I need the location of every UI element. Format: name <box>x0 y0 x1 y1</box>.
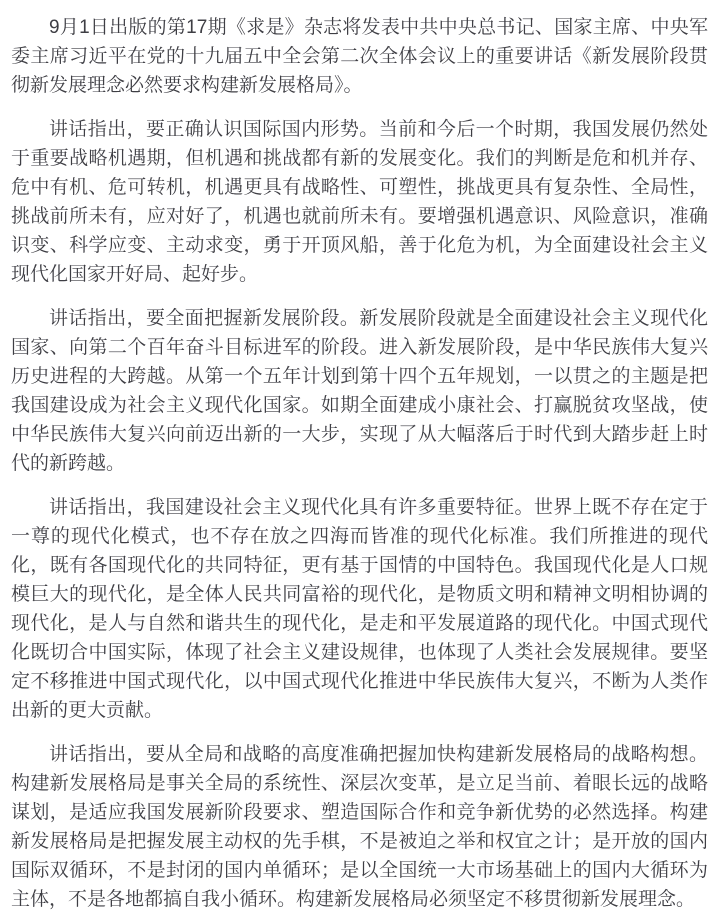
paragraph-intro: 9月1日出版的第17期《求是》杂志将发表中共中央总书记、国家主席、中央军委主席习近平在党的十九届五中全会第二次全体会议上的重要讲话《新发展阶段贯彻新发展理念必然要求构建新发展格局》。 <box>11 17 708 96</box>
paragraph-situation: 讲话指出，要正确认识国际国内形势。当前和今后一个时期，我国发展仍然处于重要战略机遇期，但机遇和挑战都有新的发展变化。我们的判断是危和机并存、危中有机、危可转机，机遇更具有战略性、可塑性，挑战更具有复杂性、全局性，挑战前所未有，应对好了，机遇也就前所未有。要增强机遇意识、风险意识，准确识变、科学应变、主动求变，勇于开顶风船，善于化危为机，为全面建设社会主义现代化国家开好局、起好步。 <box>11 119 708 285</box>
paragraph-development-stage: 讲话指出，要全面把握新发展阶段。新发展阶段就是全面建设社会主义现代化国家、向第二个百年奋斗目标进军的阶段。进入新发展阶段，是中华民族伟大复兴历史进程的大跨越。从第一个五年计划到第十四个五年规划，一以贯之的主题是把我国建设成为社会主义现代化国家。如期全面建成小康社会、打赢脱贫攻坚战，使中华民族伟大复兴向前迈出新的一大步，实现了从大幅落后于时代到大踏步赶上时代的新跨越。 <box>11 308 708 474</box>
paragraph-modernization: 讲话指出，我国建设社会主义现代化具有许多重要特征。世界上既不存在定于一尊的现代化模式，也不存在放之四海而皆准的现代化标准。我们所推进的现代化，既有各国现代化的共同特征，更有基于国情的中国特色。我国现代化是人口规模巨大的现代化，是全体人民共同富裕的现代化，是物质文明和精神文明相协调的现代化，是人与自然和谐共生的现代化，是走和平发展道路的现代化。中国式现代化既切合中国实际，体现了社会主义建设规律，也体现了人类社会发展规律。要坚定不移推进中国式现代化，以中国式现代化推进中华民族伟大复兴，不断为人类作出新的更大贡献。 <box>11 497 708 721</box>
paragraph-new-pattern: 讲话指出，要从全局和战略的高度准确把握加快构建新发展格局的战略构想。构建新发展格局是事关全局的系统性、深层次变革，是立足当前、着眼长远的战略谋划，是适应我国发展新阶段要求、塑造国际合作和竞争新优势的必然选择。构建新发展格局是把握发展主动权的先手棋，不是被迫之举和权宜之计；是开放的国内国际双循环，不是封闭的国内单循环；是以全国统一大市场基础上的国内大循环为主体，不是各地都搞自我小循环。构建新发展格局必须坚定不移贯彻新发展理念。 <box>11 744 708 910</box>
